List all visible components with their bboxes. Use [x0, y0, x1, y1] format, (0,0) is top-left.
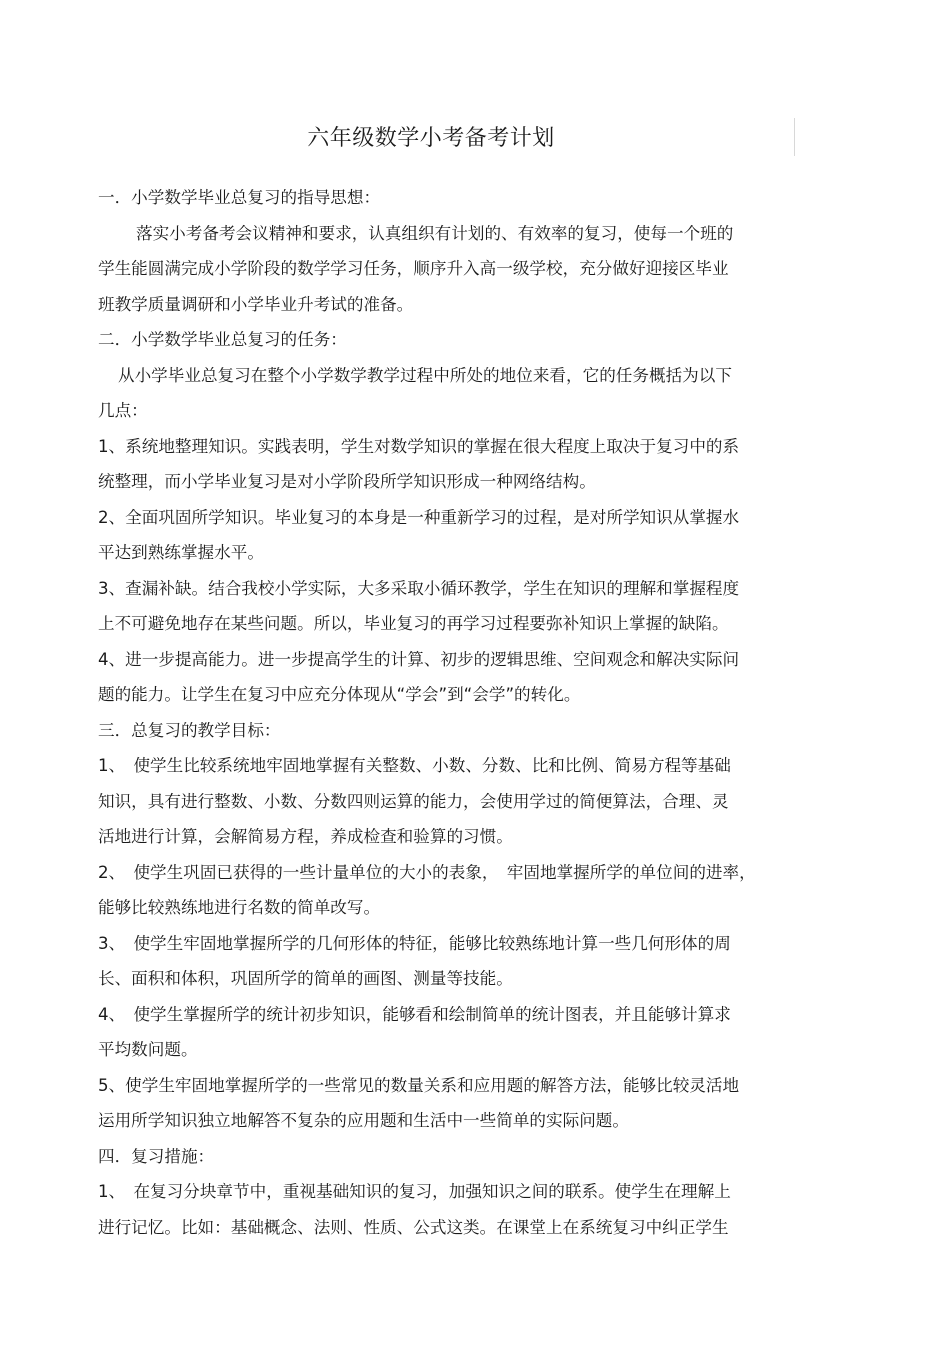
list-item-line: 5、使学生牢固地掌握所学的一些常见的数量关系和应用题的解答方法，能够比较灵活地: [98, 1075, 740, 1095]
list-item-line: 题的能力。让学生在复习中应充分体现从“学会”到“会学”的转化。: [98, 685, 581, 704]
list-item-line: 上不可避免地存在某些问题。所以，毕业复习的再学习过程要弥补知识上掌握的缺陷。: [98, 614, 729, 633]
list-item-line: 1、 在复习分块章节中，重视基础知识的复习，加强知识之间的联系。使学生在理解上: [98, 1182, 731, 1201]
list-item-line: 进行记忆。比如：基础概念、法则、性质、公式这类。在课堂上在系统复习中纠正学生: [98, 1217, 729, 1237]
list-item-line: 平达到熟练掌握水平。: [98, 543, 264, 562]
list-item-line: 4、进一步提高能力。进一步提高学生的计算、初步的逻辑思维、空间观念和解决实际问: [98, 649, 740, 669]
list-item-line: 4、 使学生掌握所学的统计初步知识，能够看和绘制简单的统计图表，并且能够计算求: [98, 1004, 731, 1024]
list-item-line: 长、面积和体积，巩固所学的简单的画图、测量等技能。: [98, 969, 513, 988]
list-item-line: 统整理，而小学毕业复习是对小学阶段所学知识形成一种网络结构。: [98, 472, 596, 491]
list-item-line: 知识，具有进行整数、小数、分数四则运算的能力，会使用学过的简便算法，合理、灵: [98, 791, 729, 811]
list-item-line: 1、系统地整理知识。实践表明，学生对数学知识的掌握在很大程度上取决于复习中的系: [98, 436, 740, 456]
paragraph-line: 学生能圆满完成小学阶段的数学学习任务，顺序升入高一级学校，充分做好迎接区毕业: [98, 259, 729, 278]
paragraph-line: 落实小考备考会议精神和要求，认真组织有计划的、有效率的复习，使每一个班的: [136, 223, 734, 243]
list-item-line: 2、全面巩固所学知识。毕业复习的本身是一种重新学习的过程，是对所学知识从掌握水: [98, 507, 740, 527]
document-title: 六年级数学小考备考计划: [307, 126, 555, 151]
paragraph-line: 几点：: [98, 401, 148, 420]
list-item-line: 能够比较熟练地进行名数的简单改写。: [98, 898, 381, 917]
list-item-line: 运用所学知识独立地解答不复杂的应用题和生活中一些简单的实际问题。: [98, 1111, 629, 1130]
section-heading: 一．小学数学毕业总复习的指导思想：: [98, 188, 381, 207]
section-heading: 二．小学数学毕业总复习的任务：: [98, 330, 347, 349]
list-item-line: 活地进行计算，会解简易方程，养成检查和验算的习惯。: [98, 827, 513, 846]
document-body: [98, 180, 828, 1245]
list-item-line: 1、 使学生比较系统地牢固地掌握有关整数、小数、分数、比和比例、简易方程等基础: [98, 756, 731, 775]
list-item-line: 3、 使学生牢固地掌握所学的几何形体的特征，能够比较熟练地计算一些几何形体的周: [98, 933, 731, 953]
paragraph-line: 从小学毕业总复习在整个小学数学教学过程中所处的地位来看，它的任务概括为以下: [118, 365, 732, 385]
section-heading: 三．总复习的教学目标：: [98, 720, 281, 740]
list-item-line: 2、 使学生巩固已获得的一些计量单位的大小的表象， 牢固地掌握所学的单位间的进率，: [98, 862, 756, 882]
list-item-line: 平均数问题。: [98, 1040, 198, 1059]
section-heading: 四．复习措施：: [98, 1146, 215, 1166]
list-item-line: 3、查漏补缺。结合我校小学实际，大多采取小循环教学，学生在知识的理解和掌握程度: [98, 578, 740, 598]
paragraph-line: 班教学质量调研和小学毕业升考试的准备。: [98, 294, 414, 314]
